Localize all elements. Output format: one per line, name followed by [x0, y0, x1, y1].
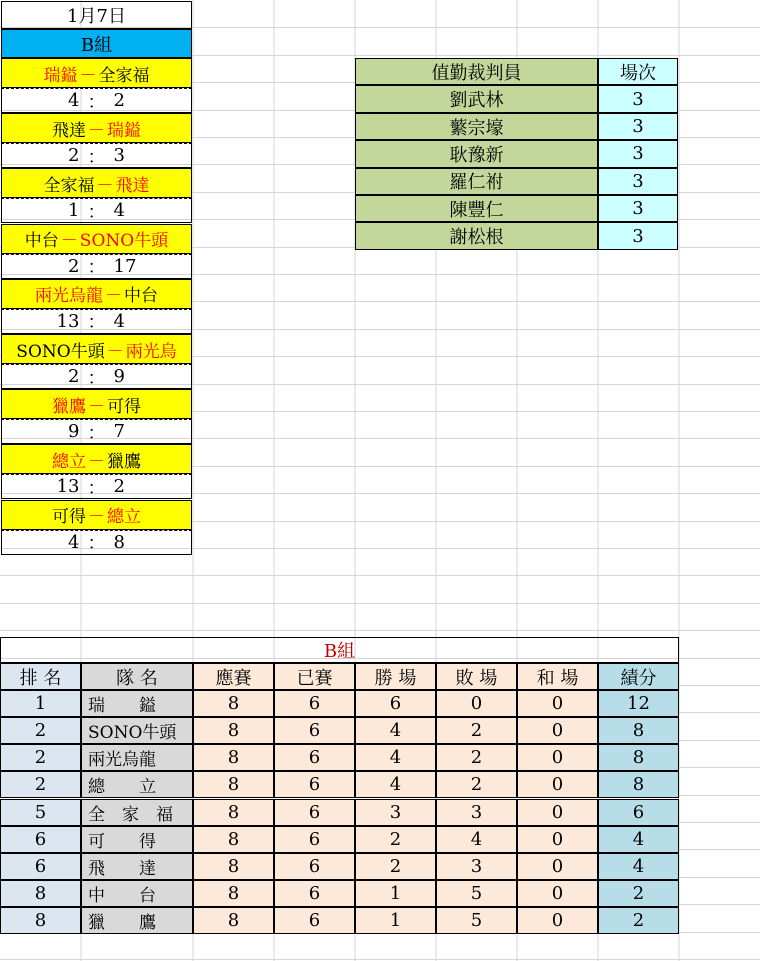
- draws-cell[interactable]: 0: [517, 880, 598, 907]
- referee-name[interactable]: 陳豐仁: [355, 195, 598, 222]
- standings-header-3[interactable]: 已賽: [274, 663, 355, 690]
- rank-cell[interactable]: 2: [0, 744, 81, 771]
- home-team: 飛達: [52, 120, 86, 141]
- referee-count[interactable]: 3: [598, 168, 678, 195]
- scheduled-cell[interactable]: 8: [193, 853, 274, 880]
- home-team: 中台: [24, 231, 59, 252]
- team-separator: －: [88, 396, 105, 417]
- rank-cell[interactable]: 5: [0, 799, 81, 826]
- team-name-cell[interactable]: 全 家 福: [81, 799, 193, 826]
- team-name-cell[interactable]: 瑞 鎰: [81, 690, 193, 717]
- played-cell[interactable]: 6: [274, 826, 355, 853]
- away-team: 飛達: [115, 175, 150, 196]
- home-score: 4: [68, 531, 80, 553]
- losses-cell[interactable]: 0: [436, 690, 517, 717]
- match-score-cell[interactable]: [1, 198, 192, 223]
- home-team: 可得: [52, 507, 86, 528]
- home-score: 9: [68, 421, 80, 443]
- team-name-cell[interactable]: 可 得: [81, 826, 193, 853]
- wins-cell[interactable]: 4: [355, 744, 436, 771]
- away-team: 可得: [107, 396, 141, 417]
- scheduled-cell[interactable]: 8: [193, 799, 274, 826]
- home-team: 兩光烏龍: [35, 286, 103, 307]
- team-separator: －: [60, 231, 78, 252]
- draws-cell[interactable]: 0: [517, 717, 598, 744]
- referee-count[interactable]: 3: [598, 140, 678, 167]
- referee-count[interactable]: 3: [598, 113, 678, 140]
- team-separator: －: [88, 451, 105, 472]
- away-team: 瑞鎰: [107, 120, 141, 141]
- referee-count[interactable]: 3: [598, 195, 678, 222]
- match-teams-cell[interactable]: [1, 224, 192, 254]
- standings-title[interactable]: B組: [0, 637, 679, 663]
- home-score: 4: [68, 90, 80, 111]
- wins-cell[interactable]: 2: [355, 853, 436, 880]
- team-separator: －: [88, 120, 105, 141]
- team-name-cell[interactable]: 飛 達: [81, 853, 193, 880]
- match-teams-cell[interactable]: [1, 113, 192, 143]
- referee-count[interactable]: 3: [598, 222, 678, 249]
- match-score-cell[interactable]: [1, 143, 192, 168]
- match-teams-cell[interactable]: [1, 58, 192, 88]
- home-score: 2: [68, 255, 80, 277]
- home-score: 2: [68, 366, 80, 387]
- scheduled-cell[interactable]: 8: [193, 717, 274, 744]
- referee-header-count[interactable]: 場次: [598, 58, 678, 85]
- team-separator: －: [88, 507, 105, 528]
- points-cell[interactable]: 8: [598, 771, 679, 798]
- match-score-cell[interactable]: [1, 474, 192, 499]
- home-team: 總立: [52, 451, 86, 472]
- match-score-cell[interactable]: [1, 419, 192, 444]
- wins-cell[interactable]: 4: [355, 717, 436, 744]
- match-teams-cell[interactable]: [1, 389, 192, 419]
- standings-header-7[interactable]: 績分: [598, 663, 679, 690]
- rank-cell[interactable]: 6: [0, 826, 81, 853]
- rank-cell[interactable]: 6: [0, 853, 81, 880]
- played-cell[interactable]: 6: [274, 880, 355, 907]
- wins-cell[interactable]: 6: [355, 690, 436, 717]
- losses-cell[interactable]: 2: [436, 717, 517, 744]
- team-name-cell[interactable]: 獵 鷹: [81, 907, 193, 934]
- points-cell[interactable]: 2: [598, 880, 679, 907]
- played-cell[interactable]: 6: [274, 717, 355, 744]
- referee-name[interactable]: 耿豫新: [355, 140, 598, 167]
- points-cell[interactable]: 8: [598, 744, 679, 771]
- away-score: 2: [113, 90, 125, 111]
- match-teams-cell[interactable]: [1, 444, 192, 474]
- played-cell[interactable]: 6: [274, 907, 355, 934]
- draws-cell[interactable]: 0: [517, 690, 598, 717]
- team-name-cell[interactable]: SONO牛頭: [81, 717, 193, 744]
- team-separator: －: [96, 175, 114, 196]
- standings-header-4[interactable]: 勝 場: [355, 663, 436, 690]
- standings-header-2[interactable]: 應賽: [193, 663, 274, 690]
- away-score: 7: [113, 421, 125, 443]
- team-separator: －: [79, 65, 97, 86]
- away-score: 17: [113, 255, 137, 277]
- played-cell[interactable]: 6: [274, 690, 355, 717]
- team-name-cell[interactable]: 中 台: [81, 880, 193, 907]
- points-cell[interactable]: 4: [598, 853, 679, 880]
- losses-cell[interactable]: 2: [436, 771, 517, 798]
- away-score: 4: [113, 200, 125, 222]
- losses-cell[interactable]: 2: [436, 744, 517, 771]
- home-team: SONO牛頭: [16, 341, 105, 362]
- home-team: 瑞鎰: [43, 65, 78, 86]
- match-teams-cell[interactable]: [1, 168, 192, 198]
- scheduled-cell[interactable]: 8: [193, 880, 274, 907]
- away-team: 中台: [124, 286, 158, 307]
- scheduled-cell[interactable]: 8: [193, 690, 274, 717]
- rank-cell[interactable]: 8: [0, 907, 81, 934]
- home-score: 13: [56, 476, 80, 498]
- match-teams-cell[interactable]: [1, 334, 192, 364]
- away-score: 8: [113, 531, 125, 553]
- referee-name[interactable]: 謝松根: [355, 222, 598, 249]
- rank-cell[interactable]: 2: [0, 771, 81, 798]
- rank-cell[interactable]: 2: [0, 717, 81, 744]
- wins-cell[interactable]: 2: [355, 826, 436, 853]
- standings-header-1[interactable]: 隊 名: [81, 663, 193, 690]
- score-separator: ：: [87, 533, 106, 555]
- team-name-cell[interactable]: 總 立: [81, 771, 193, 798]
- group-header-cell[interactable]: B組: [1, 29, 192, 58]
- referee-name[interactable]: 劉武林: [355, 85, 598, 112]
- away-team: 兩光烏: [125, 341, 177, 362]
- home-score: 1: [68, 200, 80, 222]
- scheduled-cell[interactable]: 8: [193, 744, 274, 771]
- losses-cell[interactable]: 5: [436, 880, 517, 907]
- score-separator: ：: [87, 312, 106, 334]
- draws-cell[interactable]: 0: [517, 826, 598, 853]
- rank-cell[interactable]: 8: [0, 880, 81, 907]
- wins-cell[interactable]: 3: [355, 799, 436, 826]
- draws-cell[interactable]: 0: [517, 771, 598, 798]
- played-cell[interactable]: 6: [274, 799, 355, 826]
- team-separator: －: [106, 341, 124, 362]
- score-separator: ：: [87, 257, 106, 279]
- away-team: 總立: [107, 507, 141, 528]
- points-cell[interactable]: 6: [598, 799, 679, 826]
- away-team: 全家福: [98, 65, 150, 86]
- away-score: 2: [113, 476, 125, 498]
- date-cell[interactable]: 1月7日: [1, 1, 192, 29]
- match-score-cell[interactable]: [1, 254, 192, 279]
- standings-header-5[interactable]: 敗 場: [436, 663, 517, 690]
- points-cell[interactable]: 8: [598, 717, 679, 744]
- scheduled-cell[interactable]: 8: [193, 771, 274, 798]
- away-team: SONO牛頭: [79, 231, 169, 252]
- losses-cell[interactable]: 5: [436, 907, 517, 934]
- away-score: 4: [113, 310, 125, 332]
- wins-cell[interactable]: 4: [355, 771, 436, 798]
- losses-cell[interactable]: 3: [436, 799, 517, 826]
- away-team: 獵鷹: [107, 451, 141, 472]
- referee-header-name[interactable]: 值勤裁判員: [355, 58, 598, 85]
- scheduled-cell[interactable]: 8: [193, 826, 274, 853]
- score-separator: ：: [87, 146, 106, 168]
- team-separator: －: [105, 286, 122, 307]
- points-cell[interactable]: 2: [598, 907, 679, 934]
- losses-cell[interactable]: 4: [436, 826, 517, 853]
- team-name-cell[interactable]: 兩光烏龍: [81, 744, 193, 771]
- standings-header-6[interactable]: 和 場: [517, 663, 598, 690]
- score-separator: ：: [87, 201, 106, 223]
- referee-name[interactable]: 羅仁祔: [355, 168, 598, 195]
- losses-cell[interactable]: 3: [436, 853, 517, 880]
- score-separator: ：: [87, 367, 106, 389]
- match-score-cell[interactable]: [1, 309, 192, 334]
- referee-name[interactable]: 蘩宗壕: [355, 113, 598, 140]
- match-score-cell[interactable]: [1, 88, 192, 113]
- home-team: 獵鷹: [52, 396, 86, 417]
- match-teams-cell[interactable]: [1, 279, 192, 309]
- rank-cell[interactable]: 1: [0, 690, 81, 717]
- draws-cell[interactable]: 0: [517, 853, 598, 880]
- draws-cell[interactable]: 0: [517, 907, 598, 934]
- points-cell[interactable]: 12: [598, 690, 679, 717]
- score-separator: ：: [87, 422, 106, 444]
- played-cell[interactable]: 6: [274, 744, 355, 771]
- scheduled-cell[interactable]: 8: [193, 907, 274, 934]
- referee-count[interactable]: 3: [598, 85, 678, 112]
- match-teams-cell[interactable]: [1, 500, 192, 530]
- home-score: 13: [56, 310, 80, 332]
- match-score-cell[interactable]: [1, 364, 192, 389]
- home-team: 全家福: [43, 175, 95, 196]
- wins-cell[interactable]: 1: [355, 907, 436, 934]
- played-cell[interactable]: 6: [274, 853, 355, 880]
- away-score: 3: [113, 145, 125, 167]
- match-score-cell[interactable]: [1, 530, 192, 555]
- draws-cell[interactable]: 0: [517, 744, 598, 771]
- played-cell[interactable]: 6: [274, 771, 355, 798]
- wins-cell[interactable]: 1: [355, 880, 436, 907]
- score-separator: ：: [87, 477, 106, 499]
- score-separator: ：: [87, 91, 106, 113]
- away-score: 9: [113, 366, 125, 387]
- standings-header-0[interactable]: 排 名: [0, 663, 81, 690]
- draws-cell[interactable]: 0: [517, 799, 598, 826]
- home-score: 2: [68, 145, 80, 167]
- points-cell[interactable]: 4: [598, 826, 679, 853]
